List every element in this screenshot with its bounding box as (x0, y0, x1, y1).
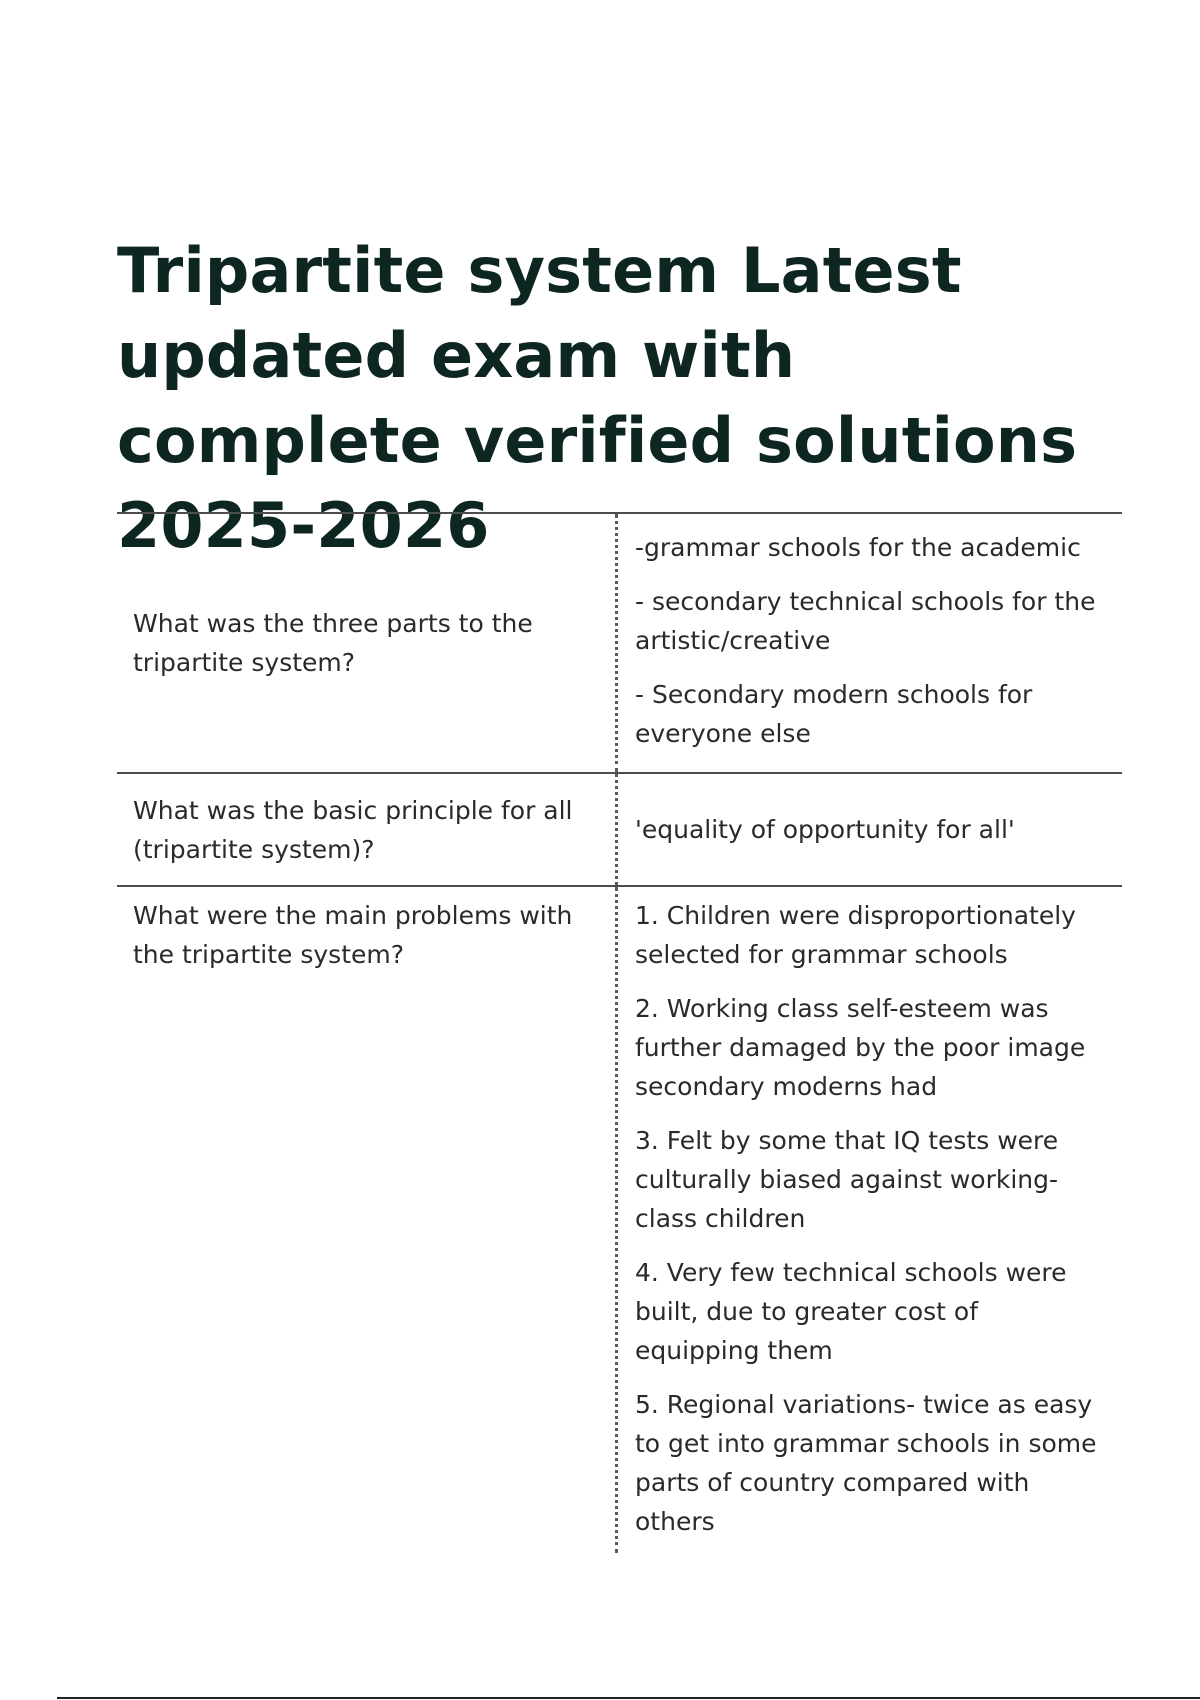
definition-line: 4. Very few technical schools were built, due to greater cost of equipping them (635, 1258, 1067, 1365)
term-cell (117, 887, 618, 1553)
definition-line: - Secondary modern schools for everyone else (635, 680, 1033, 748)
term-text: What were the main problems with the tripartite system? (133, 901, 573, 969)
term-text: What was the basic principle for all (tripartite system)? (133, 795, 573, 864)
qa-row (117, 774, 1122, 887)
definition-line: 2. Working class self-esteem was further damaged by the poor image secondary moderns had (635, 994, 1086, 1101)
definition-cell (618, 514, 1122, 772)
document-title: Tripartite system Latest updated exam with complete verified solutions 2025-2026 (117, 234, 1078, 562)
term-cell (117, 514, 618, 772)
definition-line: 1. Children were disproportionately selected for grammar schools (635, 901, 1076, 969)
qa-row (117, 514, 1122, 774)
definition-line: 3. Felt by some that IQ tests were culturally biased against working-class children (635, 1126, 1059, 1233)
qa-row (117, 887, 1122, 1553)
definition-line: -grammar schools for the academic (635, 533, 1081, 562)
qa-table (117, 512, 1122, 1553)
definition-cell (618, 887, 1122, 1553)
term-cell (117, 774, 618, 885)
definition-line: 'equality of opportunity for all' (635, 815, 1015, 844)
definition-line: 5. Regional variations- twice as easy to get into grammar schools in some parts of country compared with others (635, 1390, 1097, 1536)
definition-cell (618, 774, 1122, 885)
term-text: What was the three parts to the tripartite system? (133, 609, 533, 677)
page-bottom-rule (57, 1697, 1200, 1699)
definition-line: - secondary technical schools for the artistic/creative (635, 587, 1096, 655)
